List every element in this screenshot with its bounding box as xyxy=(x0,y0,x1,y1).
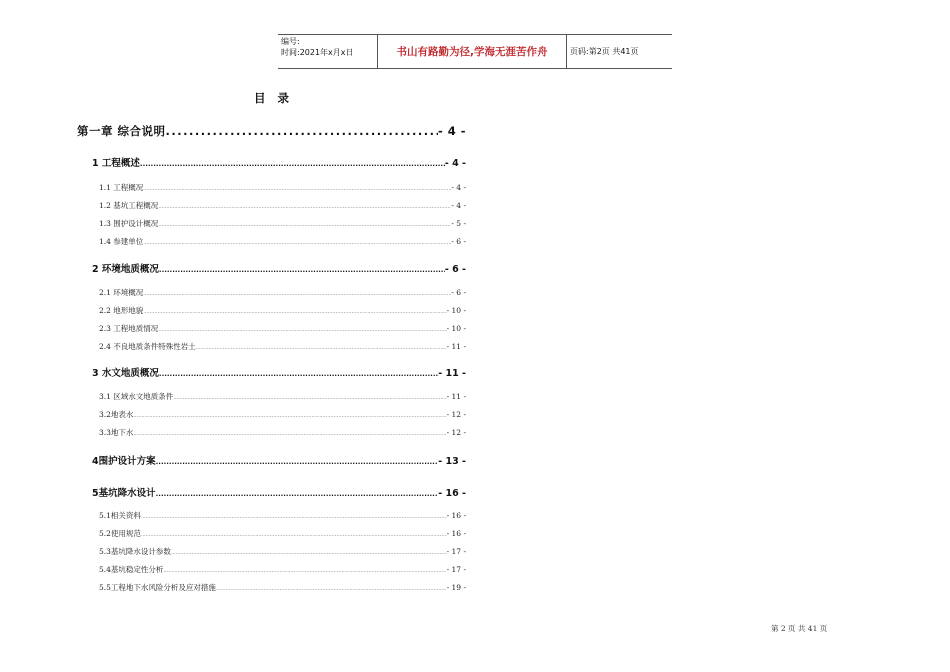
toc-entry-page: - 4 - xyxy=(444,158,466,169)
toc-leader-dots xyxy=(143,186,451,192)
toc-entry-page: - 11 - xyxy=(438,368,466,379)
toc-entry-title: 2.1 环境概况 xyxy=(99,288,144,297)
toc-entry[interactable] xyxy=(99,236,466,247)
toc-entry[interactable] xyxy=(92,453,466,467)
toc-entry[interactable] xyxy=(99,582,466,593)
toc-leader-dots xyxy=(141,532,447,538)
toc-entry[interactable] xyxy=(99,323,466,334)
toc-leader-dots xyxy=(196,345,447,351)
toc-leader-dots xyxy=(158,222,451,228)
toc-entry-page: - 13 - xyxy=(438,456,466,467)
toc-entry[interactable] xyxy=(92,365,466,379)
header-motto: 书山有路勤为径,学海无涯苦作舟 xyxy=(378,35,567,68)
toc-entry-title: 4围护设计方案 xyxy=(92,456,156,467)
toc-entry[interactable] xyxy=(99,341,466,352)
toc-leader-dots xyxy=(156,458,439,466)
toc-entry-page: - 17 - xyxy=(446,565,466,574)
toc-entry[interactable] xyxy=(99,409,466,420)
toc-entry-title: 5.1相关资料 xyxy=(99,511,141,520)
toc-leader-dots xyxy=(166,124,438,138)
toc-entry[interactable] xyxy=(99,564,466,575)
toc-entry-page: - 4 - xyxy=(451,183,466,192)
toc-leader-dots xyxy=(158,204,451,210)
toc-leader-dots xyxy=(163,568,446,574)
toc-entry-title: 2.4 不良地质条件特殊性岩土 xyxy=(99,342,196,351)
toc-leader-dots xyxy=(133,431,446,437)
toc-leader-dots xyxy=(158,327,446,333)
toc-entry-title: 1.2 基坑工程概况 xyxy=(99,201,159,210)
header-meta xyxy=(278,35,378,68)
toc-entry-title: 2.2 地形地貌 xyxy=(99,306,144,315)
toc-leader-dots xyxy=(133,413,446,419)
toc-title-char: 目 xyxy=(254,91,266,105)
toc-entry-title: 1.3 围护设计概况 xyxy=(99,219,159,228)
toc-entry[interactable] xyxy=(99,182,466,193)
toc-entry-title: 5.2使用规范 xyxy=(99,529,141,538)
toc-leader-dots xyxy=(156,490,439,498)
toc-entry-page: - 6 - xyxy=(451,237,466,246)
toc-entry-title: 5.5工程地下水风险分析及应对措施 xyxy=(99,583,216,592)
toc-leader-dots xyxy=(141,514,447,520)
page-footer: 第 2 页 共 41 页 xyxy=(771,624,828,633)
toc-entry-page: - 6 - xyxy=(451,288,466,297)
toc-entry[interactable] xyxy=(77,123,466,139)
toc-entry[interactable] xyxy=(99,200,466,211)
toc-entry-page: - 10 - xyxy=(446,324,466,333)
toc-entry-page: - 11 - xyxy=(446,392,466,401)
toc-entry[interactable] xyxy=(92,155,466,169)
toc-entry-title: 5基坑降水设计 xyxy=(92,488,156,499)
toc-leader-dots xyxy=(159,370,438,378)
toc-entry-title: 第一章 综合说明 xyxy=(77,124,166,138)
toc-entry-page: - 12 - xyxy=(446,428,466,437)
toc-entry[interactable] xyxy=(99,427,466,438)
toc-entry-page: - 12 - xyxy=(446,410,466,419)
header-number-label: 编号: xyxy=(281,37,300,46)
toc-entry-title: 1.4 参建单位 xyxy=(99,237,144,246)
toc-entry-page: - 19 - xyxy=(446,583,466,592)
toc-leader-dots xyxy=(159,266,445,274)
toc-entry-title: 5.3基坑降水设计参数 xyxy=(99,547,171,556)
toc-title xyxy=(254,90,301,106)
header-page-info: 页码:第2页 共41页 xyxy=(570,47,639,56)
toc-entry-title: 1 工程概述 xyxy=(92,158,140,169)
toc-leader-dots xyxy=(143,291,451,297)
toc-entry-page: - 16 - xyxy=(446,529,466,538)
toc-entry-title: 2 环境地质概况 xyxy=(92,264,159,275)
toc-entry[interactable] xyxy=(92,261,466,275)
toc-entry-page: - 4 - xyxy=(437,124,466,138)
toc-entry[interactable] xyxy=(99,305,466,316)
toc-entry-page: - 4 - xyxy=(451,201,466,210)
toc-entry[interactable] xyxy=(99,218,466,229)
toc-leader-dots xyxy=(143,240,451,246)
toc-entry-page: - 11 - xyxy=(446,342,466,351)
toc-entry-page: - 6 - xyxy=(444,264,466,275)
toc-entry-title: 1.1 工程概况 xyxy=(99,183,144,192)
toc-entry-page: - 17 - xyxy=(446,547,466,556)
toc-entry-page: - 5 - xyxy=(451,219,466,228)
toc-leader-dots xyxy=(216,586,447,592)
toc-entry[interactable] xyxy=(99,391,466,402)
toc-entry[interactable] xyxy=(99,546,466,557)
toc-title-char: 录 xyxy=(277,91,289,105)
toc-entry-page: - 10 - xyxy=(446,306,466,315)
toc-entry-title: 3 水文地质概况 xyxy=(92,368,159,379)
toc-entry[interactable] xyxy=(99,528,466,539)
toc-entry-title: 2.3 工程地质情况 xyxy=(99,324,159,333)
toc-entry-page: - 16 - xyxy=(438,488,466,499)
header-time-label: 时间:2021年x月x日 xyxy=(281,48,354,57)
page-header xyxy=(278,34,672,69)
toc-leader-dots xyxy=(171,550,447,556)
toc-entry-page: - 16 - xyxy=(446,511,466,520)
toc-entry[interactable] xyxy=(99,287,466,298)
toc-entry[interactable] xyxy=(92,485,466,499)
toc-entry-title: 3.2地表水 xyxy=(99,410,134,419)
toc-entry-title: 3.3地下水 xyxy=(99,428,134,437)
toc-entry-title: 5.4基坑稳定性分析 xyxy=(99,565,164,574)
toc-leader-dots xyxy=(173,395,446,401)
toc-entry-title: 3.1 区域水文地质条件 xyxy=(99,392,174,401)
toc-leader-dots xyxy=(143,309,446,315)
toc-entry[interactable] xyxy=(99,510,466,521)
toc-leader-dots xyxy=(140,160,445,168)
